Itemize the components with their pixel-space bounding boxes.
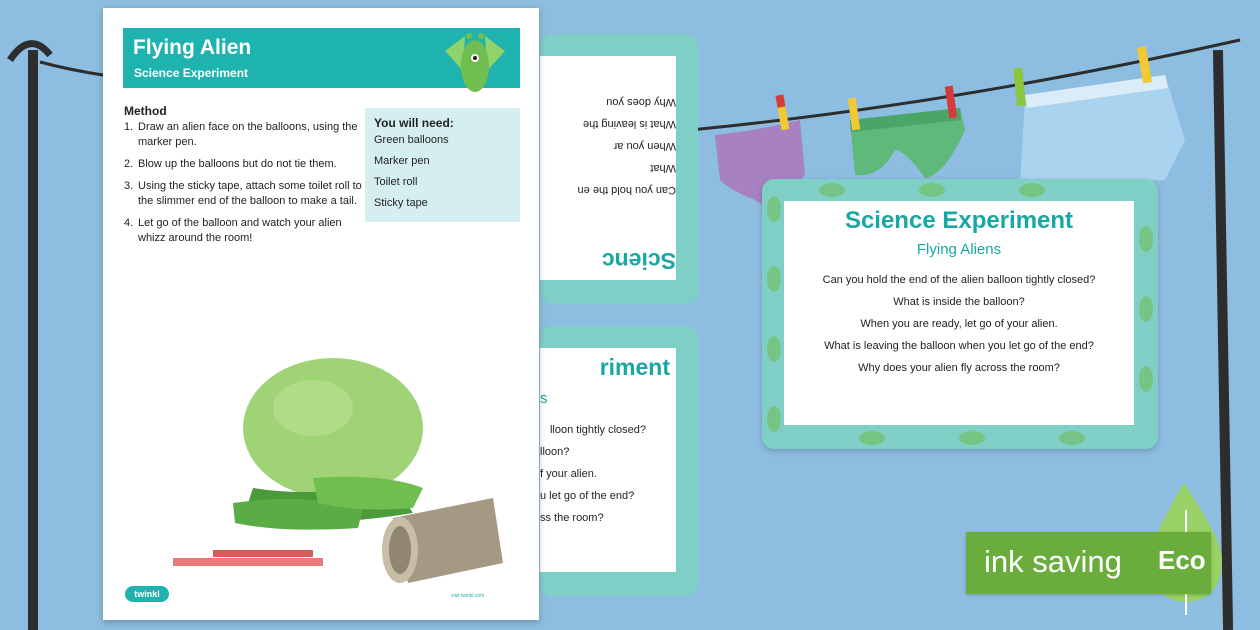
- method-step: 3. Using the sticky tape, attach some toilet roll to the slimmer end of the balloon to make a tail.: [124, 180, 362, 207]
- card-back-top-inner: [540, 56, 676, 280]
- footer-url: visit twinkl.com: [451, 593, 485, 599]
- card-back-top-line: Can you hold the en: [577, 184, 676, 196]
- worksheet-header: [123, 28, 520, 88]
- green-underwear: [848, 86, 965, 178]
- method-step: 2. Blow up the balloons but do not tie them.: [124, 158, 337, 170]
- left-pole: [28, 50, 38, 630]
- worksheet-title: Flying Alien: [133, 36, 252, 59]
- materials-heading: You will need:: [374, 116, 454, 130]
- balloon-illustration: [163, 348, 543, 588]
- card-front: [762, 179, 1158, 449]
- card-back-bottom: [540, 326, 698, 596]
- materials-box: [365, 108, 520, 222]
- card-question: Why does your alien fly across the room?: [858, 362, 1060, 374]
- worksheet: [103, 8, 539, 620]
- card-subtitle: Flying Aliens: [916, 241, 1002, 258]
- card-back-top: [540, 34, 698, 304]
- card-back-bottom-line: f your alien.: [540, 468, 597, 480]
- card-title: Science Experiment: [844, 207, 1074, 234]
- method-heading: Method: [124, 104, 167, 118]
- twinkl-logo: twinkl: [125, 586, 169, 602]
- card-back-bottom-line: u let go of the end?: [540, 490, 635, 502]
- worksheet-subtitle: Science Experiment: [134, 66, 249, 80]
- card-back-top-line: When you ar: [613, 140, 676, 152]
- card-back-top-line: What is leaving the: [583, 118, 676, 130]
- method-step: 1. Draw an alien face on the balloons, using the marker pen.: [124, 121, 358, 148]
- card-front-inner: [784, 201, 1134, 425]
- line-left: [40, 62, 103, 75]
- card-back-bottom-line: lloon?: [540, 446, 570, 458]
- card-question: Can you hold the end of the alien balloon tightly closed?: [822, 274, 1096, 286]
- card-question: When you are ready, let go of your alien.: [860, 318, 1058, 330]
- card-back-top-line: What: [650, 162, 676, 174]
- materials-item: Toilet roll: [374, 176, 418, 188]
- method-step: 4. Let go of the balloon and watch your alien whizz around the room!: [124, 217, 342, 244]
- blue-boxers: [1013, 46, 1185, 185]
- card-question: What is inside the balloon?: [893, 296, 1025, 308]
- card-question: What is leaving the balloon when you let go of the end?: [824, 340, 1094, 352]
- card-back-bottom-subtitle: s: [540, 390, 548, 407]
- card-back-top-line: Why does you: [606, 96, 676, 108]
- card-back-bottom-line: ss the room?: [540, 512, 604, 524]
- card-back-bottom-inner: [540, 348, 676, 572]
- card-back-bottom-line: lloon tightly closed?: [549, 424, 646, 436]
- materials-item: Marker pen: [374, 155, 430, 167]
- ink-saving-label: ink saving: [984, 544, 1122, 579]
- eco-label: Eco: [1158, 545, 1206, 575]
- card-back-bottom-title: riment: [599, 354, 670, 380]
- method-list: [124, 120, 364, 253]
- card-back-top-title: Scienc: [601, 248, 676, 274]
- alien-icon: [435, 16, 515, 106]
- materials-item: Green balloons: [374, 134, 449, 146]
- materials-item: Sticky tape: [374, 197, 428, 209]
